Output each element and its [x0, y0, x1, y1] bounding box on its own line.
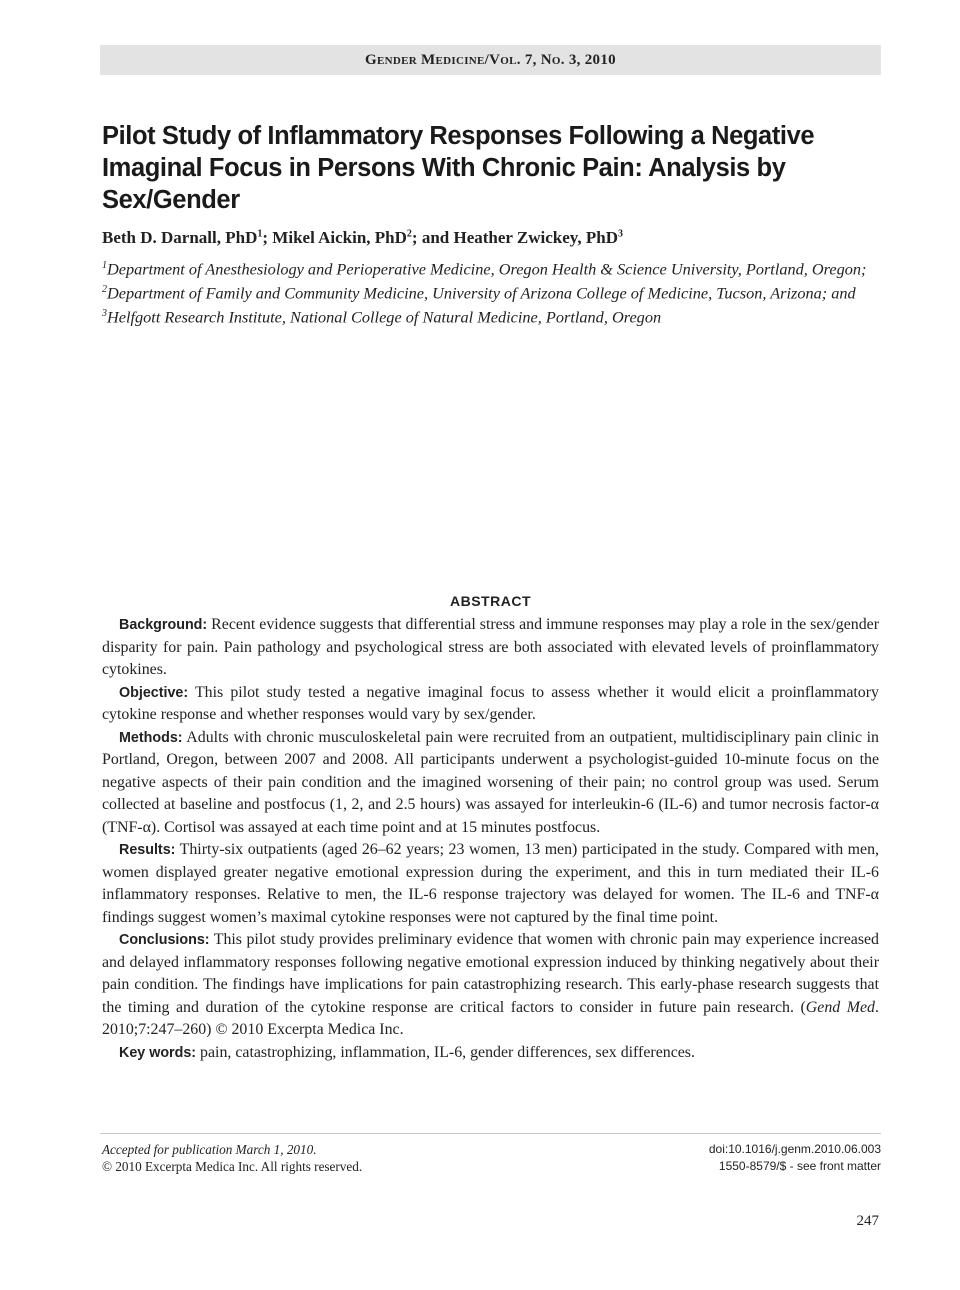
affil-text: Helfgott Research Institute, National College of Natural Medicine, Portland, Oregon	[107, 307, 662, 327]
author-sup: 3	[617, 228, 623, 240]
page-number: 247	[856, 1213, 879, 1229]
section-label: Background:	[119, 617, 208, 633]
section-text: This pilot study provides preliminary evidence that women with chronic pain may experience increased and delayed inflammatory responses following negative emotional expression induced by thinking negatively about their pain condition. The findings have implications for pain catastrophizing research. This early-phase research suggests that the timing and duration of the cytokine response are critical factors to consider in future pain research. (	[102, 931, 879, 1016]
citation-rest: . 2010;7:247–260) © 2010 Excerpta Medica Inc.	[102, 998, 879, 1038]
abstract-methods	[102, 727, 879, 840]
affiliations	[102, 256, 884, 328]
section-text: pain, catastrophizing, inflammation, IL-6, gender differences, sex differences.	[196, 1043, 695, 1061]
author-name: Heather Zwickey, PhD	[453, 228, 618, 247]
section-label: Conclusions:	[119, 932, 210, 948]
author-name: Beth D. Darnall, PhD	[102, 228, 258, 247]
accepted-note: Accepted for publication March 1, 2010.	[102, 1142, 317, 1157]
abstract-objective	[102, 682, 879, 727]
abstract-heading: ABSTRACT	[450, 593, 531, 609]
affil-sup: 2	[102, 283, 107, 295]
section-label: Objective:	[119, 684, 189, 701]
author-sup: 1	[257, 228, 263, 240]
section-text: This pilot study tested a negative imaginal focus to assess whether it would elicit a proinflammatory cytokine response and whether responses would vary by sex/gender.	[102, 683, 879, 723]
copyright-note: © 2010 Excerpta Medica Inc. All rights reserved.	[102, 1159, 363, 1174]
section-label: Key words:	[119, 1044, 197, 1061]
abstract-body	[102, 614, 879, 1064]
footer-left	[102, 1141, 522, 1175]
author-separator: ;	[262, 228, 273, 247]
issn-note: 1550-8579/$ - see front matter	[718, 1159, 881, 1173]
section-label: Methods:	[119, 729, 183, 746]
citation-journal: Gend Med	[805, 998, 875, 1016]
affil-sup: 3	[102, 307, 107, 319]
author-name: Mikel Aickin, PhD	[272, 228, 407, 247]
section-text: Adults with chronic musculoskeletal pain were recruited from an outpatient, multidisciplinary pain clinic in Portland, Oregon, between 2007 and 2008. All participants underwent a psychologist-guided 10-minute focus on the negative aspects of their pain condition and the imagined worsening of their pain; no control group was used. Serum collected at baseline and postfocus (1, 2, and 2.5 hours) was assayed for interleukin-6 (IL-6) and tumor necrosis factor-α (TNF-α). Cortisol was assayed at each time point and at 15 minutes postfocus.	[102, 728, 879, 836]
section-text: Thirty-six outpatients (aged 26–62 years; 23 women, 13 men) participated in the study. Compared with men, women displayed greater negative emotional expression during the experiment, and this in turn mediated their IL-6 inflammatory responses. Relative to men, the IL-6 response trajectory was delayed for women. The IL-6 and TNF-α findings suggest women’s maximal cytokine responses were not captured by the final time point.	[102, 841, 879, 926]
abstract-results	[102, 839, 879, 929]
affil-sup: 1	[102, 260, 107, 271]
journal-line: Gender Medicine/Vol. 7, No. 3, 2010	[365, 52, 616, 68]
doi-link[interactable]: doi:10.1016/j.genm.2010.06.003	[708, 1142, 881, 1156]
abstract-keywords	[102, 1042, 879, 1065]
footer-divider	[100, 1133, 881, 1134]
author-separator: ; and	[411, 228, 454, 247]
journal-header	[100, 45, 881, 75]
affil-text: Department of Anesthesiology and Perioperative Medicine, Oregon Health & Science University, Portland, Oregon;	[107, 259, 867, 279]
author-list	[102, 228, 882, 248]
affil-text: Department of Family and Community Medicine, University of Arizona College of Medicine, Tucson, Arizona; and	[107, 283, 856, 303]
abstract-background	[102, 614, 879, 682]
article-title: Pilot Study of Inflammatory Responses Following a Negative Imaginal Focus in Persons With Chronic Pain: Analysis by Sex/Gender	[102, 122, 815, 214]
section-label: Results:	[119, 842, 176, 858]
abstract-conclusions	[102, 929, 879, 1042]
section-text: Recent evidence suggests that differential stress and immune responses may play a role in the sex/gender disparity for pain. Pain pathology and psychological stress are both associated with elevated levels of proinflammatory cytokines.	[102, 616, 879, 678]
author-sup: 2	[406, 228, 412, 240]
footer-right	[521, 1141, 881, 1175]
